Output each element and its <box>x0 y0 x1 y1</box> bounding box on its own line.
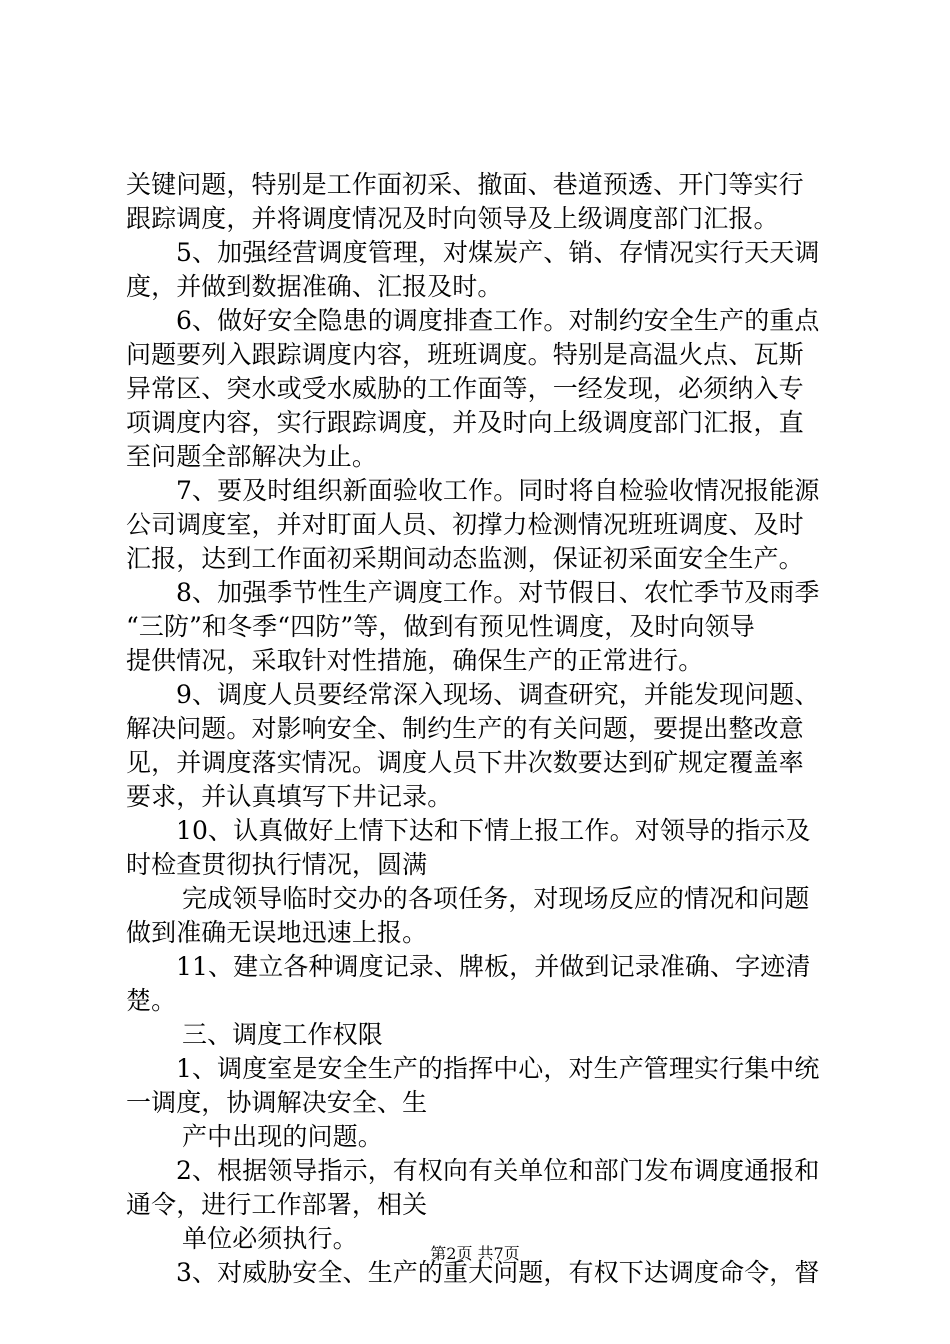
text-line: 6、做好安全隐患的调度排查工作。对制约安全生产的重点 <box>176 306 820 335</box>
text-line: 一调度，协调解决安全、生 <box>126 1088 428 1117</box>
text-line: 楚。 <box>126 986 177 1015</box>
text-line: 异常区、突水或受水威胁的工作面等，一经发现，必须纳入专 <box>126 374 804 403</box>
text-line: 9、调度人员要经常深入现场、调查研究，并能发现问题、 <box>176 680 820 709</box>
text-line: 至问题全部解决为止。 <box>126 442 378 471</box>
text-line: 通令，进行工作部署，相关 <box>126 1190 428 1219</box>
text-line: 5、加强经营调度管理，对煤炭产、销、存情况实行天天调 <box>176 238 820 267</box>
text-line: 8、加强季节性生产调度工作。对节假日、农忙季节及雨季 <box>176 578 820 607</box>
text-line: 提供情况，采取针对性措施，确保生产的正常进行。 <box>126 646 704 675</box>
text-line: “三防”和冬季“四防”等，做到有预见性调度，及时向领导 <box>126 612 755 641</box>
text-line: 10、认真做好上情下达和下情上报工作。对领导的指示及 <box>176 816 811 845</box>
text-line: 解决问题。对影响安全、制约生产的有关问题，要提出整改意 <box>126 714 804 743</box>
text-line: 时检查贯彻执行情况，圆满 <box>126 850 428 879</box>
page-footer: 第2页 共7页 <box>430 1244 520 1263</box>
text-line: 要求，并认真填写下井记录。 <box>126 782 453 811</box>
text-line: 单位必须执行。 <box>182 1224 358 1253</box>
text-line: 产中出现的问题。 <box>182 1122 383 1151</box>
text-line: 做到准确无误地迅速上报。 <box>126 918 428 947</box>
text-line: 度，并做到数据准确、汇报及时。 <box>126 272 503 301</box>
text-line: 7、要及时组织新面验收工作。同时将自检验收情况报能源 <box>176 476 820 505</box>
text-line: 2、根据领导指示，有权向有关单位和部门发布调度通报和 <box>176 1156 820 1185</box>
text-line: 公司调度室，并对盯面人员、初撑力检测情况班班调度、及时 <box>126 510 804 539</box>
body-text <box>126 168 846 1290</box>
section-heading: 三、调度工作权限 <box>182 1020 383 1049</box>
text-line: 关键问题，特别是工作面初采、撤面、巷道预透、开门等实行 <box>126 170 804 199</box>
text-line: 3、对威胁安全、生产的重大问题，有权下达调度命令，督 <box>176 1258 820 1287</box>
text-line: 11、建立各种调度记录、牌板，并做到记录准确、字迹清 <box>176 952 811 981</box>
text-line: 项调度内容，实行跟踪调度，并及时向上级调度部门汇报，直 <box>126 408 804 437</box>
text-line: 1、调度室是安全生产的指挥中心，对生产管理实行集中统 <box>176 1054 820 1083</box>
text-line: 见，并调度落实情况。调度人员下井次数要达到矿规定覆盖率 <box>126 748 804 777</box>
text-line: 问题要列入跟踪调度内容，班班调度。特别是高温火点、瓦斯 <box>126 340 804 369</box>
text-line: 跟踪调度，并将调度情况及时向领导及上级调度部门汇报。 <box>126 204 779 233</box>
text-line: 汇报，达到工作面初采期间动态监测，保证初采面安全生产。 <box>126 544 804 573</box>
text-line: 完成领导临时交办的各项任务，对现场反应的情况和问题 <box>182 884 810 913</box>
